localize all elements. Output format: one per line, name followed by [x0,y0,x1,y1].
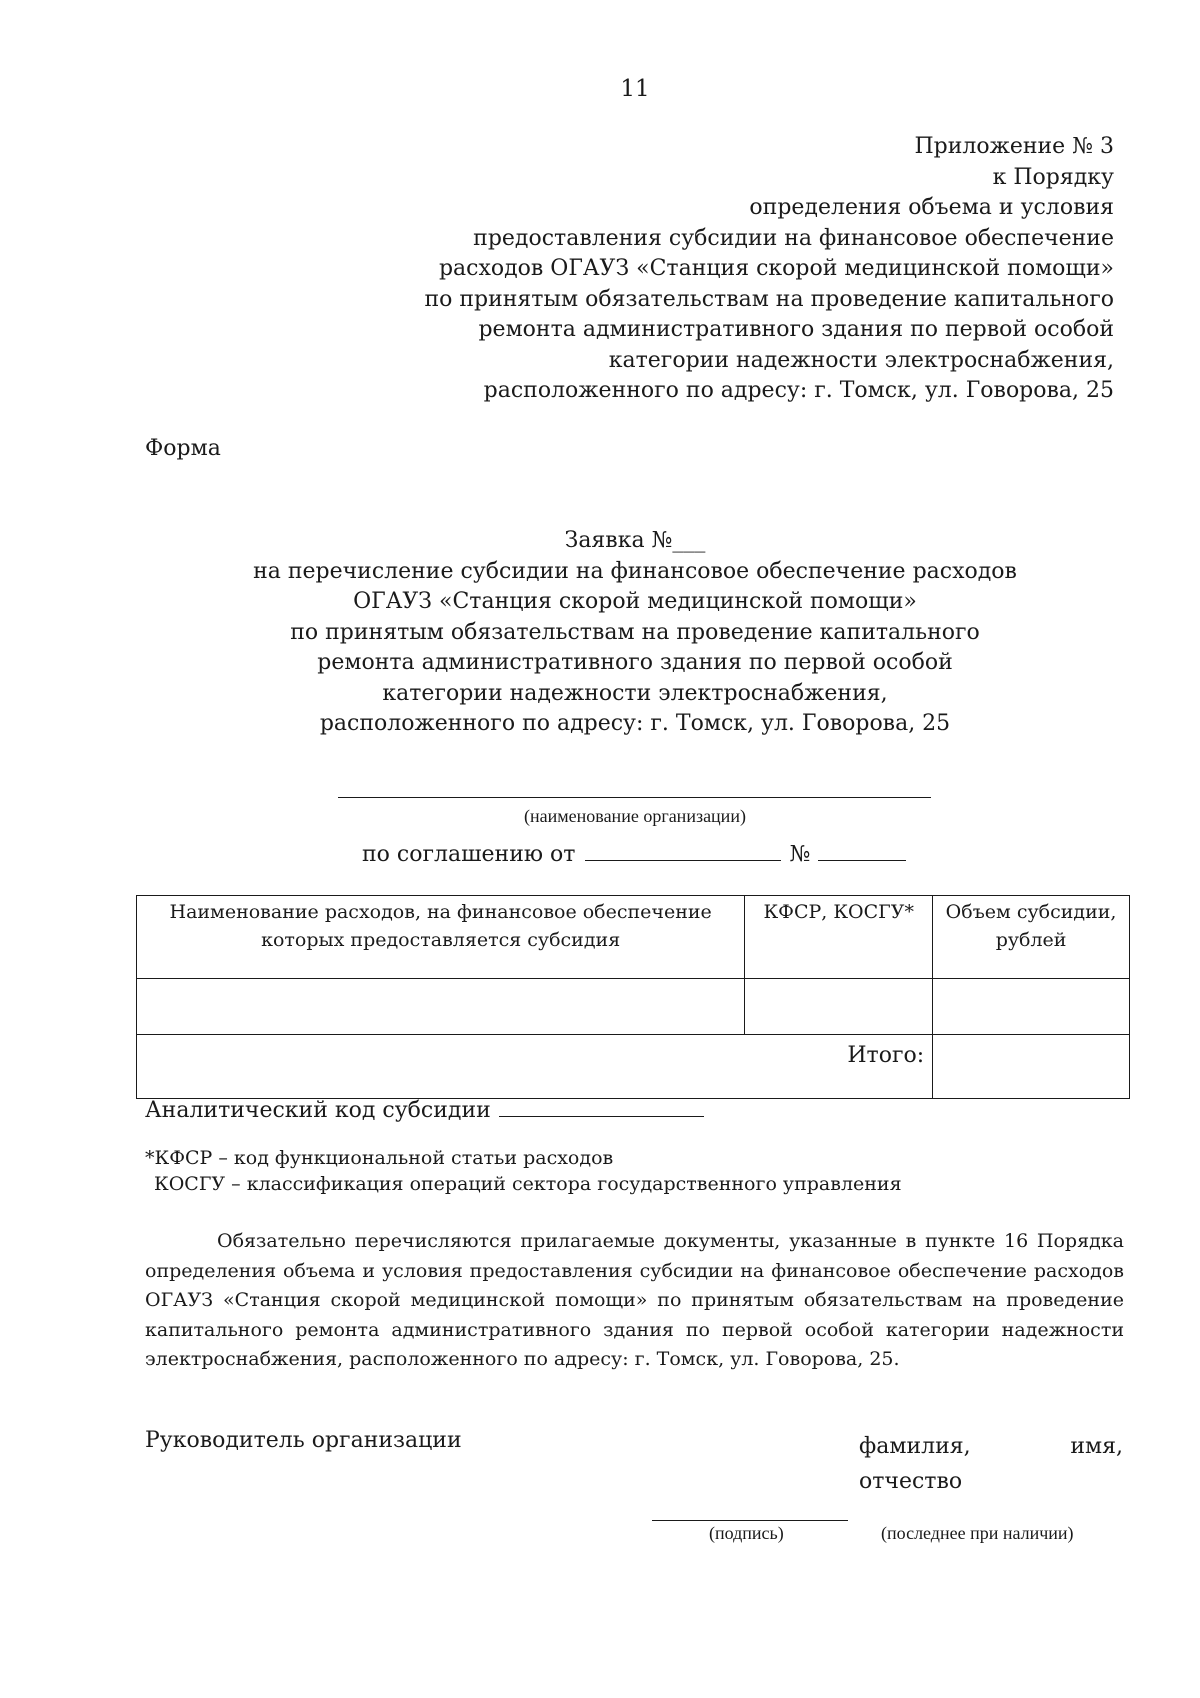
header-expense-name: Наименование расходов, на финансовое обеспечение которых предоставляется субсидия [137,896,745,979]
title-line: ОГАУЗ «Станция скорой медицинской помощи» [353,589,917,614]
page-number: 11 [620,76,650,102]
total-row [137,1035,1130,1099]
total-amount-cell[interactable] [933,1035,1130,1099]
signature-caption: (подпись) [709,1523,784,1543]
agreement-number-field[interactable] [818,836,906,861]
annex-line: к Порядку [992,164,1114,190]
header-kfsr-kosgu: КФСР, КОСГУ* [745,896,933,979]
annex-line: определения объема и условия [749,195,1114,220]
annex-line: предоставления субсидии на финансовое обеспечение [473,225,1114,251]
title-line: ремонта административного здания по первой особой [317,650,953,675]
expense-name-cell[interactable] [137,979,745,1035]
annex-line: Приложение № 3 [914,134,1114,159]
full-name-label: фамилия, имя, отчество [859,1434,1123,1494]
table-header-row [137,896,1130,979]
annex-line: расходов ОГАУЗ «Станция скорой медицинской помощи» [438,256,1114,281]
form-label: Форма [145,436,221,461]
annex-line: расположенного по адресу: г. Томск, ул. Говорова, 25 [483,378,1114,403]
title-line: Заявка №___ [564,528,706,553]
subsidy-amount-cell[interactable] [933,979,1130,1035]
agreement-prefix: по соглашению от [362,842,576,867]
organization-name-field[interactable] [338,797,931,798]
total-label: Итого: [137,1035,933,1099]
title-line: категории надежности электроснабжения, [382,680,888,706]
footnote-kfsr: *КФСР – код функциональной статьи расходов [145,1147,614,1169]
annex-line: по принятым обязательствам на проведение капитального [424,286,1114,312]
title-line: на перечисление субсидии на финансовое обеспечение расходов [253,558,1017,584]
annex-line: категории надежности электроснабжения, [608,347,1114,373]
table-row [137,979,1130,1035]
attached-documents-notice: Обязательно перечисляются прилагаемые документы, указанные в пункте 16 Порядка определения объема и условия предоставления субсидии на финансовое обеспечение расходов ОГАУЗ «Станция скорой медицинской помощи» по принятым обязательствам на проведение капитального ремонта административного здания по первой особой категории надежности электроснабжения, расположенного по адресу: г. Томск, ул. Говорова, 25. [145,1230,1124,1370]
analytic-code-label: Аналитический код субсидии [145,1098,491,1123]
footnote-kosgu: КОСГУ – классификация операций сектора государственного управления [154,1173,902,1195]
header-subsidy-amount: Объем субсидии, рублей [933,896,1130,979]
signature-field[interactable] [652,1520,848,1521]
document-title [0,526,1200,740]
annex-reference [424,132,1114,407]
patronymic-caption: (последнее при наличии) [881,1523,1074,1543]
analytic-code-field[interactable] [499,1092,704,1117]
title-line: расположенного по адресу: г. Томск, ул. Говорова, 25 [319,711,951,736]
agreement-line [362,836,906,867]
organization-name-caption: (наименование организации) [524,806,746,826]
agreement-number-sign: № [789,842,811,867]
organization-head-label: Руководитель организации [145,1428,462,1453]
annex-line: ремонта административного здания по первой особой [478,317,1114,342]
title-line: по принятым обязательствам на проведение капитального [290,619,980,645]
agreement-date-field[interactable] [585,836,781,861]
kfsr-kosgu-cell[interactable] [745,979,933,1035]
expenses-table [136,895,1130,1099]
analytic-code-line [145,1092,704,1123]
